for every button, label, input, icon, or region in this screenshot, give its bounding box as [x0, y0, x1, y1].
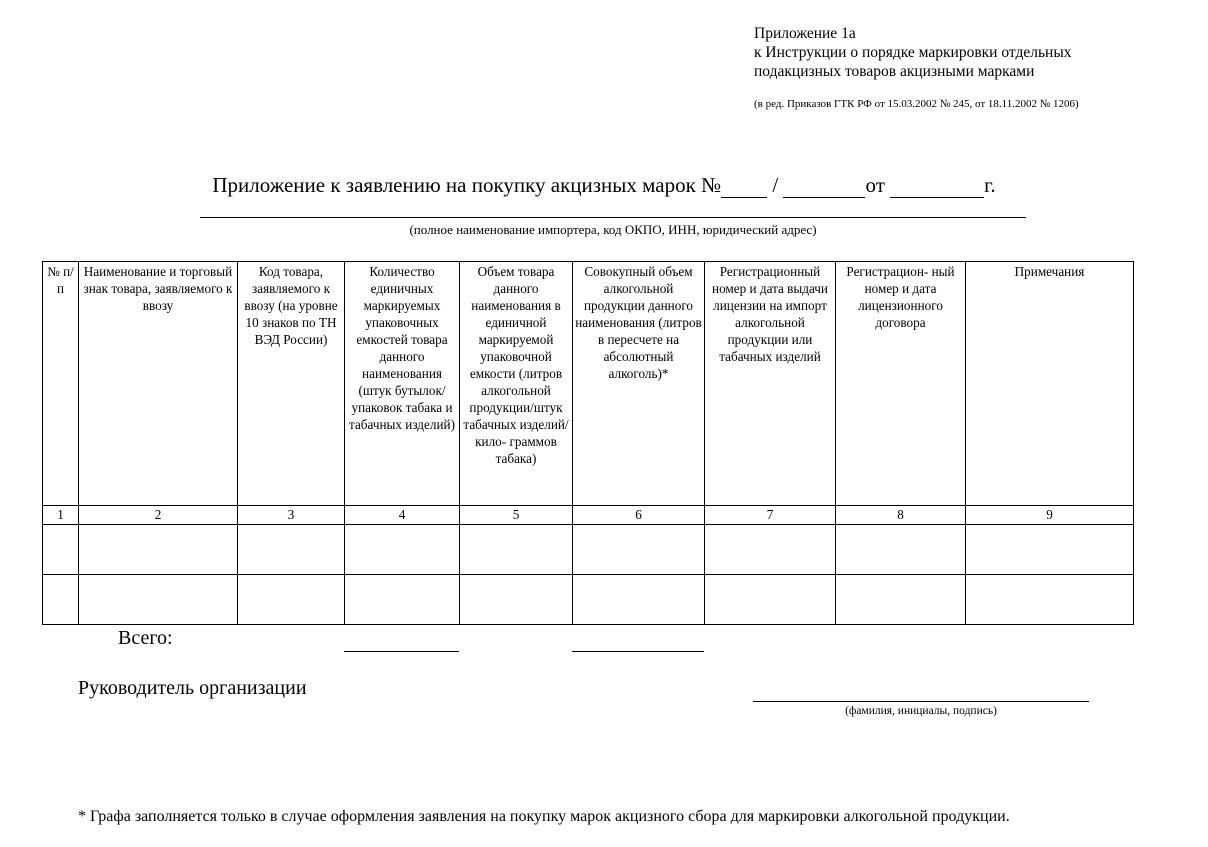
stamps-table: [42, 261, 1134, 625]
table-cell[interactable]: [460, 575, 573, 625]
table-cell[interactable]: [966, 525, 1134, 575]
table-header-row: [43, 262, 1134, 506]
table-cell[interactable]: [79, 525, 238, 575]
total-volume-line[interactable]: [572, 651, 704, 652]
title-from: от: [865, 173, 885, 197]
col-header-number: № п/п: [43, 262, 79, 506]
table-cell[interactable]: [573, 525, 705, 575]
title-slash: /: [772, 173, 779, 197]
col-number: 4: [345, 506, 460, 525]
footnote: * Графа заполняется только в случае оформления заявления на покупку марок акцизного сбора для маркировки алкогольной продукции.: [78, 808, 1010, 825]
appendix-header-line3: подакцизных товаров акцизными марками: [754, 63, 1035, 80]
importer-line[interactable]: [200, 217, 1026, 218]
col-number: 1: [43, 506, 79, 525]
col-number: 2: [79, 506, 238, 525]
total-quantity-line[interactable]: [344, 651, 459, 652]
table-cell[interactable]: [966, 575, 1134, 625]
page-title: [0, 173, 1208, 198]
table-cell[interactable]: [43, 575, 79, 625]
application-suffix-blank[interactable]: [783, 177, 865, 198]
table-cell[interactable]: [43, 525, 79, 575]
table-cell[interactable]: [345, 575, 460, 625]
page-title-text: Приложение к заявлению на покупку акцизных марок №: [212, 173, 722, 197]
col-number: 3: [238, 506, 345, 525]
col-number: 9: [966, 506, 1134, 525]
application-number-blank[interactable]: [721, 177, 767, 198]
col-number: 8: [836, 506, 966, 525]
table-cell[interactable]: [79, 575, 238, 625]
importer-caption: (полное наименование импортера, код ОКПО, ИНН, юридический адрес): [409, 222, 817, 237]
table-cell[interactable]: [238, 575, 345, 625]
col-header-total-volume: Совокупный объем алкогольной продукции данного наименования (литров в пересчете на абсолютный алкоголь)*: [573, 262, 705, 506]
application-date-blank[interactable]: [890, 177, 984, 198]
appendix-header-line1: Приложение 1а: [754, 25, 856, 42]
head-of-organization-label: Руководитель организации: [78, 677, 307, 699]
table-cell[interactable]: [345, 525, 460, 575]
appendix-header: [754, 24, 1194, 81]
total-label: Всего:: [118, 627, 173, 649]
table-cell[interactable]: [836, 575, 966, 625]
col-header-code: Код товара, заявляемого к ввозу (на уровне 10 знаков по ТН ВЭД России): [238, 262, 345, 506]
edition-note: (в ред. Приказов ГТК РФ от 15.03.2002 № 245, от 18.11.2002 № 1206): [754, 98, 1079, 110]
signature-line[interactable]: [753, 701, 1089, 702]
appendix-header-line2: к Инструкции о порядке маркировки отдельных: [754, 44, 1072, 61]
col-header-volume: Объем товара данного наименования в единичной маркируемой упаковочной емкости (литров алкогольной продукции/штук табачных изделий/кило- граммов табака): [460, 262, 573, 506]
table-cell[interactable]: [705, 525, 836, 575]
col-header-contract: Регистрацион- ный номер и дата лицензионного договора: [836, 262, 966, 506]
col-header-quantity: Количество единичных маркируемых упаковочных емкостей товара данного наименования (штук бутылок/ упаковок табака и табачных изделий): [345, 262, 460, 506]
table-row: [43, 525, 1134, 575]
col-header-notes: Примечания: [966, 262, 1134, 506]
col-number: 6: [573, 506, 705, 525]
table-cell[interactable]: [573, 575, 705, 625]
signature-caption: (фамилия, инициалы, подпись): [845, 705, 997, 717]
table-cell[interactable]: [238, 525, 345, 575]
table-cell[interactable]: [836, 525, 966, 575]
table-cell[interactable]: [705, 575, 836, 625]
table-cell[interactable]: [460, 525, 573, 575]
col-header-name: Наименование и торговый знак товара, заявляемого к ввозу: [79, 262, 238, 506]
col-number: 5: [460, 506, 573, 525]
table-numbering-row: [43, 506, 1134, 525]
col-header-license: Регистрационный номер и дата выдачи лицензии на импорт алкогольной продукции или табачных изделий: [705, 262, 836, 506]
title-year: г.: [984, 173, 996, 197]
table-row: [43, 575, 1134, 625]
col-number: 7: [705, 506, 836, 525]
